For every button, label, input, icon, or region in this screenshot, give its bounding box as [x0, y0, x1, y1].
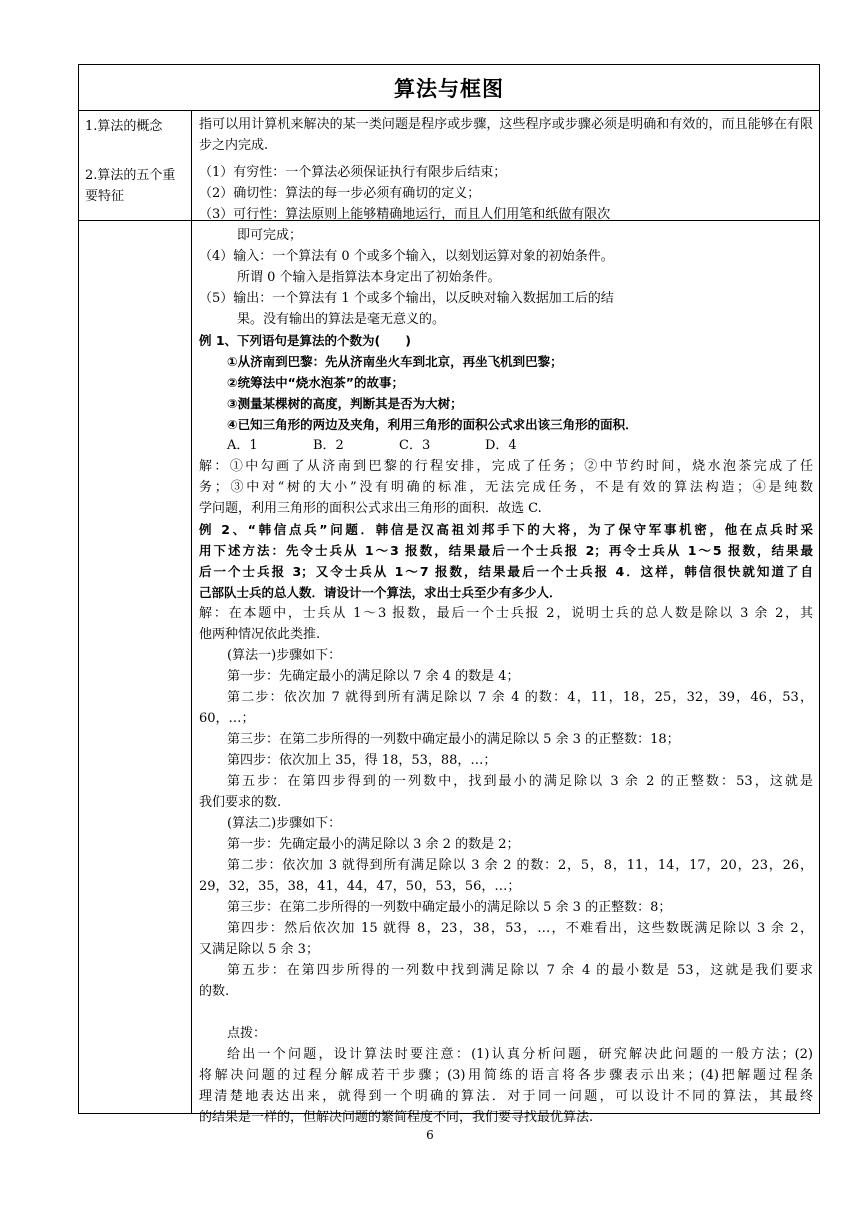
- example1-item: ③测量某棵树的高度，判断其是否为大树；: [227, 396, 463, 411]
- example2-question: 例 2、“韩信点兵”问题．韩信是汉高祖刘邦手下的大将，为了保守军事机密，他在点兵时采: [199, 522, 813, 537]
- example2-question: 后一个士兵报 3；又令士兵从 1～7 报数，结果最后一个士兵报 4．这样，韩信很快就知道了自: [199, 564, 813, 579]
- feature-line: （3）可行性：算法原则上能够精确地运行，而且人们用笔和纸做有限次: [199, 207, 611, 222]
- method2-step: 29，32，35，38，41，44，47，50，53，56，…；: [199, 879, 521, 894]
- title-cell: [79, 65, 819, 111]
- method2-step: 第四步：然后依次加 15 就得 8，23，38，53，…，不难看出，这些数既满足除以 3 余 2，: [227, 921, 813, 936]
- method1-step: 第三步：在第二步所得的一列数中确定最小的满足除以 5 余 3 的正整数：18；: [227, 732, 680, 747]
- example1-solution: 解：①中勾画了从济南到巴黎的行程安排，完成了任务；②中节约时间，烧水泡茶完成了任: [199, 459, 813, 474]
- row-label-features: 2.算法的五个重要特征: [85, 168, 176, 204]
- feature-line: 果。没有输出的算法是毫无意义的。: [237, 312, 446, 327]
- method1-step: 第二步：依次加 7 就得到所有满足除以 7 余 4 的数：4，11，18，25，32，39，46，53，: [227, 690, 813, 705]
- page-number: 6: [426, 1128, 434, 1142]
- method1-step: 我们要求的数.: [199, 795, 282, 810]
- feature-line: （5）输出：一个算法有 1 个或多个输出，以反映对输入数据加工后的结: [199, 291, 614, 306]
- option-d: D．4: [485, 438, 517, 453]
- example1-question: 例 1、下列语句是算法的个数为( ): [199, 333, 411, 348]
- column-divider: [191, 110, 192, 1113]
- option-c: C．3: [399, 438, 431, 453]
- example2-question: 用下述方法：先令士兵从 1～3 报数，结果最后一个士兵报 2；再令士兵从 1～5 报数，结果最: [199, 543, 813, 558]
- example1-item: ②统筹法中“烧水泡茶”的故事；: [227, 375, 405, 390]
- feature-line: （1）有穷性：一个算法必须保证执行有限步后结束；: [199, 165, 507, 180]
- method1-step: 第五步：在第四步得到的一列数中，找到最小的满足除以 3 余 2 的正整数：53，这就是: [227, 774, 813, 789]
- option-a: A．1: [227, 438, 258, 453]
- example1-item: ①从济南到巴黎：先从济南坐火车到北京，再坐飞机到巴黎；: [227, 354, 563, 369]
- tip-line: 给出一个问题，设计算法时要注意：(1)认真分析问题，研究解决此问题的一般方法；(2): [227, 1047, 813, 1062]
- page-title: 算法与框图: [394, 76, 504, 101]
- feature-line: 所谓 0 个输入是指算法本身定出了初始条件。: [237, 270, 501, 285]
- feature-line: 即可完成；: [237, 228, 303, 243]
- spacer: [199, 1002, 813, 1023]
- row-content-concept: 指可以用计算机来解决的某一类问题是程序或步骤，这些程序或步骤必须是明确和有效的，而且能够在有限步之内完成.: [199, 117, 813, 153]
- tip-line: 将解决问题的过程分解成若干步骤；(3)用简练的语言将各步骤表示出来；(4)把解题过程条: [199, 1068, 813, 1083]
- example1-options: [199, 435, 813, 456]
- method2-step: 的数.: [199, 984, 230, 999]
- method1-step: 第四步：依次加上 35，得 18，53，88，…；: [227, 753, 497, 768]
- row-content-features: [199, 162, 813, 1128]
- tip-heading: 点拨：: [227, 1026, 267, 1041]
- feature-line: （4）输入：一个算法有 0 个或多个输入，以刻划运算对象的初始条件。: [199, 249, 614, 264]
- tip-line: 理清楚地表达出来，就得到一个明确的算法．对于同一问题，可以设计不同的算法，其最终: [199, 1089, 813, 1104]
- method2-step: 第一步：先确定最小的满足除以 3 余 2 的数是 2；: [227, 837, 520, 852]
- method2-step: 又满足除以 5 余 3；: [199, 942, 319, 957]
- option-b: B．2: [313, 438, 344, 453]
- content-table: [78, 64, 820, 1125]
- example1-solution: 务；③中对“树的大小”没有明确的标准，无法完成任务，不是有效的算法构造；④是纯数: [199, 480, 813, 495]
- example2-solution: 他两种情况依此类推.: [199, 627, 321, 642]
- method2-heading: (算法二)步骤如下：: [227, 816, 342, 831]
- method1-heading: (算法一)步骤如下：: [227, 648, 342, 663]
- example1-item: ④已知三角形的两边及夹角，利用三角形的面积公式求出该三角形的面积．: [227, 417, 638, 432]
- example2-solution: 解：在本题中，士兵从 1～3 报数，最后一个士兵报 2，说明士兵的总人数是除以 3 余 2，其: [199, 606, 813, 621]
- tip-line: 的结果是一样的，但解决问题的繁简程度不同，我们要寻找最优算法.: [199, 1110, 594, 1125]
- example2-question: 己部队士兵的总人数．请设计一个算法，求出士兵至少有多少人．: [199, 585, 562, 600]
- method1-step: 60，…；: [199, 711, 255, 726]
- method2-step: 第五步：在第四步所得的一列数中找到满足除以 7 余 4 的最小数是 53，这就是我们要求: [227, 963, 813, 978]
- method1-step: 第一步：先确定最小的满足除以 7 余 4 的数是 4；: [227, 669, 520, 684]
- method2-step: 第二步：依次加 3 就得到所有满足除以 3 余 2 的数：2，5，8，11，14，17，20，23，26，: [227, 858, 813, 873]
- method2-step: 第三步：在第二步所得的一列数中确定最小的满足除以 5 余 3 的正整数：8；: [227, 900, 672, 915]
- example1-solution: 学问题，利用三角形的面积公式求出三角形的面积．故选 C.: [199, 501, 542, 516]
- feature-line: （2）确切性：算法的每一步必须有确切的定义；: [199, 186, 481, 201]
- row-label-concept: 1.算法的概念: [85, 119, 163, 134]
